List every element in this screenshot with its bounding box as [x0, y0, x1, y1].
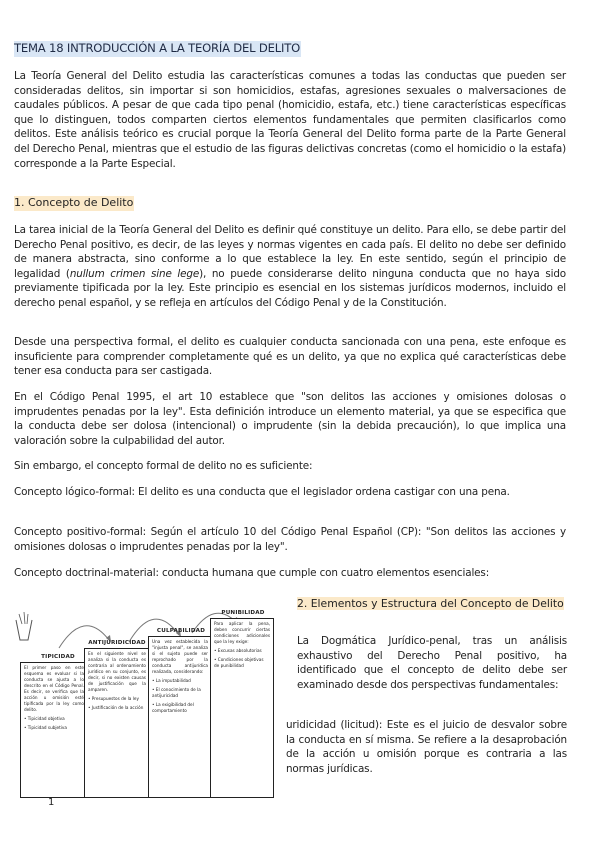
antijuridicidad-item: • Justificación de la acción: [88, 705, 144, 710]
punibilidad-text: Para aplicar la pena, deben concurrir ciertas condiciones adicionales que la ley exige:: [214, 621, 270, 644]
section2-paragraph-2: uridicidad (licitud): Este es el juicio de desvalor sobre la conducta en sí misma. Se refiere a la desaprobación de la acción u omisión porque es contraria a las normas jurídicas.: [286, 719, 567, 775]
section2-heading-text: 2. Elementos y Estructura del Concepto de Delito: [297, 597, 564, 610]
culpabilidad-item: • La imputabilidad: [152, 678, 191, 683]
culpabilidad-box: [148, 636, 212, 798]
section1-paragraph-5: Concepto lógico-formal: El delito es una conducta que el legislador ordena castigar con una pena.: [14, 486, 510, 498]
culpabilidad-item: • El conocimiento de la antijuricidad: [152, 687, 201, 698]
antijuridicidad-text: En el siguiente nivel se analiza si la conducta es contraria al ordenamiento jurídico en su conjunto, es decir, si no existen causas de justificación que la amparen.: [88, 651, 146, 692]
legal-maxim: nullum crimen sine lege: [69, 267, 200, 280]
intro-paragraph: La Teoría General del Delito estudia las características comunes a todas las conductas que pueden ser consideradas delitos, sin importar si son homicidios, estafas, agresiones sexuales o malversaciones de caudales públicos. A pesar de que cada tipo penal (homicidio, estafa, etc.) tiene características específicas que lo distinguen, todos comparten ciertos elementos fundamentales que permiten clasificarlos como delitos. Este análisis teórico es crucial porque la Teoría General del Delito forma parte de la Parte General del Derecho Penal, mientras que el estudio de las figuras delictivas concretas (como el homicidio o la estafa) corresponde a la Parte Especial.: [14, 70, 566, 170]
tipicidad-box: [20, 662, 88, 798]
culpabilidad-label: CULPABILIDAD: [156, 628, 206, 634]
page-title: TEMA 18 INTRODUCCIÓN A LA TEORÍA DEL DELITO: [14, 41, 301, 55]
section1-paragraph-6: Concepto positivo-formal: Según el artículo 10 del Código Penal Español (CP): "Son delitos las acciones y omisiones dolosas o imprudentes penadas por la ley".: [14, 526, 566, 553]
tipicidad-text: El primer paso en este esquema es evaluar si la conducta se ajusta a lo descrito en el Código Penal. Es decir, se verifica que la acción u omisión esté tipificada por la ley como delito.: [24, 665, 84, 712]
punibilidad-item: • Condiciones objetivas de punibilidad: [214, 657, 264, 668]
section1-paragraph-1: [14, 223, 566, 311]
tipicidad-item: • Tipicidad objetiva: [24, 716, 65, 721]
section1-paragraph-2: Desde una perspectiva formal, el delito es cualquier conducta sancionada con una pena, este enfoque es insuficiente para comprender completamente qué es un delito, ya que no explica qué características debe tener esa conducta para ser castigada.: [14, 336, 566, 378]
section1-paragraph-4: Sin embargo, el concepto formal de delito no es suficiente:: [14, 460, 313, 472]
antijuridicidad-label: ANTIJURIDICIDAD: [88, 640, 146, 646]
section1-paragraph-3: En el Código Penal 1995, el art 10 establece que "son delitos las acciones y omisiones dolosas o imprudentes penadas por la ley". Esta definición introduce un elemento material, ya que se especifica que la conducta debe ser dolosa (intencional) o imprudente (sin la debida precaución), lo que implica una valoración sobre la culpabilidad del autor.: [14, 391, 566, 447]
culpabilidad-item: • La exigibilidad del comportamiento: [152, 702, 194, 713]
section1-p1-after: ), no puede considerarse delito ninguna conducta que no haya sido previamente tipificada por la ley. Este principio es esencial en los sistemas jurídicos modernos, incluido el derecho penal español, y se refleja en artículos del Código Penal y de la Constitución.: [14, 267, 566, 309]
tipicidad-label: TIPICIDAD: [41, 654, 75, 660]
punibilidad-box: [210, 618, 274, 798]
delito-structure-diagram: [14, 600, 276, 800]
section1-p1-before: La tarea inicial de la Teoría General del Delito es definir qué constituye un delito. Para ello, se debe partir del Derecho Penal positivo, es decir, de las leyes y normas vigentes en cada país. El delito no debe ser definido de manera abstracta, sino conforme a lo que establece la ley. En este sentido, según el principio de legalidad (: [14, 224, 566, 280]
page-number: 1: [48, 797, 55, 808]
culpabilidad-text: Una vez establecida la "injusta penal", se analiza si el sujeto puede ser reprochado por la conducta antijurídica realizada, considerando:: [152, 639, 208, 674]
punibilidad-item: • Excusas absolutorias: [214, 648, 262, 653]
punibilidad-label: PUNIBILIDAD: [221, 610, 265, 616]
antijuridicidad-box: [84, 648, 150, 798]
glass-icon: [16, 612, 32, 640]
antijuridicidad-item: • Presupuestos de la ley: [88, 696, 139, 701]
section1-heading: 1. Concepto de Delito: [14, 196, 134, 209]
section1-paragraph-7: Concepto doctrinal-material: conducta humana que cumple con cuatro elementos esenciales:: [14, 567, 490, 579]
section2-paragraph-1: La Dogmática Jurídico-penal, tras un análisis exhaustivo del Derecho Penal positivo, ha identificado que el concepto de delito debe ser examinado desde dos perspectivas fundamentales:: [297, 635, 567, 691]
section2-heading: [297, 596, 567, 611]
tipicidad-item: • Tipicidad subjetiva: [24, 725, 67, 730]
